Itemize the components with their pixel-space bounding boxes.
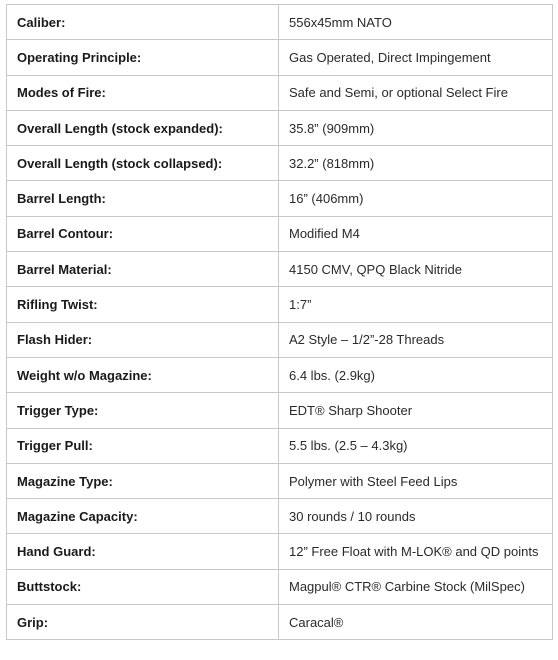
table-row (7, 146, 553, 181)
spec-label: Barrel Length: (7, 181, 279, 216)
spec-value: 1:7” (279, 287, 553, 322)
table-row (7, 357, 553, 392)
spec-label: Weight w/o Magazine: (7, 357, 279, 392)
spec-value: A2 Style – 1/2”-28 Threads (279, 322, 553, 357)
spec-value: Polymer with Steel Feed Lips (279, 463, 553, 498)
spec-label: Magazine Capacity: (7, 499, 279, 534)
spec-value: 35.8” (909mm) (279, 110, 553, 145)
spec-label: Magazine Type: (7, 463, 279, 498)
spec-value: 5.5 lbs. (2.5 – 4.3kg) (279, 428, 553, 463)
spec-value: 12” Free Float with M-LOK® and QD points (279, 534, 553, 569)
table-row (7, 499, 553, 534)
table-row (7, 110, 553, 145)
spec-value: 4150 CMV, QPQ Black Nitride (279, 252, 553, 287)
spec-label: Barrel Contour: (7, 216, 279, 251)
spec-table (6, 4, 553, 640)
spec-label: Trigger Pull: (7, 428, 279, 463)
table-row (7, 463, 553, 498)
table-row (7, 322, 553, 357)
spec-label: Grip: (7, 605, 279, 640)
table-row (7, 605, 553, 640)
spec-label: Overall Length (stock collapsed): (7, 146, 279, 181)
spec-value: Safe and Semi, or optional Select Fire (279, 75, 553, 110)
table-row (7, 75, 553, 110)
spec-value: Modified M4 (279, 216, 553, 251)
spec-label: Operating Principle: (7, 40, 279, 75)
spec-value: EDT® Sharp Shooter (279, 393, 553, 428)
spec-value: Gas Operated, Direct Impingement (279, 40, 553, 75)
table-row (7, 181, 553, 216)
spec-label: Rifling Twist: (7, 287, 279, 322)
spec-label: Overall Length (stock expanded): (7, 110, 279, 145)
spec-value: Magpul® CTR® Carbine Stock (MilSpec) (279, 569, 553, 604)
table-row (7, 534, 553, 569)
table-row (7, 569, 553, 604)
spec-label: Trigger Type: (7, 393, 279, 428)
table-row (7, 216, 553, 251)
table-row (7, 393, 553, 428)
spec-label: Flash Hider: (7, 322, 279, 357)
spec-label: Caliber: (7, 5, 279, 40)
spec-label: Barrel Material: (7, 252, 279, 287)
spec-value: Caracal® (279, 605, 553, 640)
spec-value: 30 rounds / 10 rounds (279, 499, 553, 534)
table-row (7, 40, 553, 75)
spec-value: 16” (406mm) (279, 181, 553, 216)
table-row (7, 428, 553, 463)
spec-label: Hand Guard: (7, 534, 279, 569)
spec-label: Modes of Fire: (7, 75, 279, 110)
spec-value: 32.2” (818mm) (279, 146, 553, 181)
table-row (7, 5, 553, 40)
spec-value: 556x45mm NATO (279, 5, 553, 40)
spec-label: Buttstock: (7, 569, 279, 604)
table-row (7, 287, 553, 322)
spec-value: 6.4 lbs. (2.9kg) (279, 357, 553, 392)
table-row (7, 252, 553, 287)
